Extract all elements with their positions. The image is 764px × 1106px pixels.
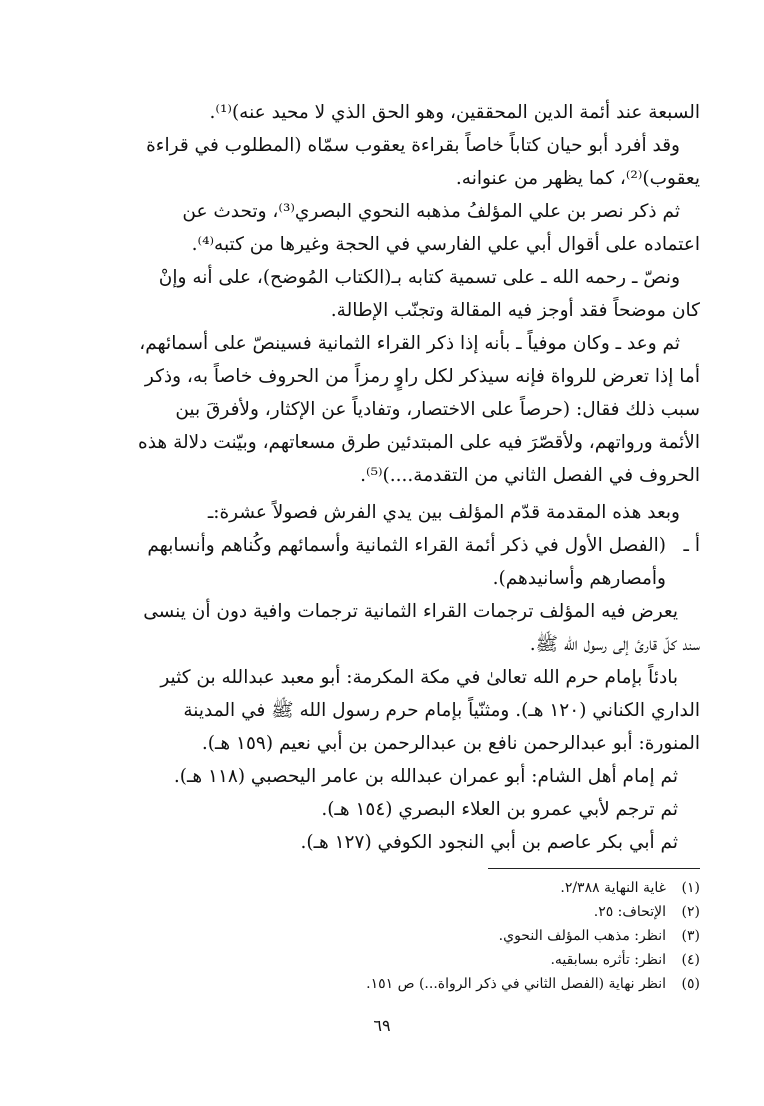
footnote-text: غاية النهاية ٢/٣٨٨. [560, 880, 666, 896]
text-line: السبعة عند أئمة الدين المحققين، وهو الحق الذي لا محيد عنه)⁽¹⁾. [209, 102, 700, 123]
footnote-number: (٢) [681, 904, 700, 920]
text-line: الداري الكناني (١٢٠ هـ). ومثنّياً بإمام حرم رسول الله ﷺ في المدينة [183, 700, 700, 721]
text-line: (الفصل الأول في ذكر أئمة القراء الثمانية وأسمائهم وكُناهم وأنسابهم [147, 535, 666, 556]
text-line: الحروف في الفصل الثاني من التقدمة....)⁽⁵⁾. [360, 465, 700, 486]
page-number: ٦٩ [373, 1016, 391, 1035]
text-line: وأمصارهم وأسانيدهم). [492, 568, 666, 589]
footnote-number: (١) [681, 880, 700, 896]
footnote-divider [488, 868, 700, 869]
text-line: ثم ترجم لأبي عمرو بن العلاء البصري (١٥٤ هـ). [321, 799, 678, 820]
text-line: بادئاً بإمام حرم الله تعالىٰ في مكة المكرمة: أبو معبد عبدالله بن كثير [160, 667, 678, 688]
text-line: كان موضحاً فقد أوجز فيه المقالة وتجنّب الإطالة. [330, 300, 700, 321]
main-text [132, 96, 700, 859]
footnote-number: (٤) [681, 952, 700, 968]
footnote [300, 924, 700, 948]
footnote [300, 876, 700, 900]
footnote [300, 900, 700, 924]
text-line: سند كلّ قارئ إلى رسول الله ﷺ. [529, 634, 700, 655]
list-item [132, 529, 700, 562]
list-marker: أ ـ [683, 535, 700, 556]
text-line: سبب ذلك فقال: (حرصاً على الاختصار، وتفادياً عن الإكثار، ولأفرقَ بين [175, 399, 700, 420]
footnote-text: الإتحاف: ٢٥. [593, 904, 666, 920]
text-line: ثم وعد ـ وكان موفياً ـ بأنه إذا ذكر القراء الثمانية فسينصّ على أسمائهم، [139, 333, 680, 354]
text-line: المنورة: أبو عبدالرحمن نافع بن عبدالرحمن بن أبي نعيم (١٥٩ هـ). [201, 733, 700, 754]
text-line: يعرض فيه المؤلف ترجمات القراء الثمانية ترجمات وافية دون أن ينسى [143, 601, 678, 622]
text-line: ثم أبي بكر عاصم بن أبي النجود الكوفي (١٢٧ هـ). [300, 832, 678, 853]
footnote-text: انظر: تأثره بسابقيه. [550, 952, 666, 968]
footnote [300, 972, 700, 996]
footnote [300, 948, 700, 972]
text-line: اعتماده على أقوال أبي علي الفارسي في الحجة وغيرها من كتبه⁽⁴⁾. [191, 234, 700, 255]
footnote-number: (٣) [681, 928, 700, 944]
text-line: وقد أفرد أبو حيان كتاباً خاصاً بقراءة يعقوب سمّاه (المطلوب في قراءة [146, 135, 680, 156]
text-line: الأئمة ورواتهم، ولأقصّرَ فيه على المبتدئين طرق مسعاتهم، وبيّنت دلالة هذه [138, 432, 700, 453]
footnote-text: انظر نهاية (الفصل الثاني في ذكر الرواة...) ص ١٥١. [366, 976, 666, 992]
text-line: يعقوب)⁽²⁾، كما يظهر من عنوانه. [455, 168, 700, 189]
text-line: ثم ذكر نصر بن علي المؤلفُ مذهبه النحوي البصري⁽³⁾، وتحدث عن [182, 201, 680, 222]
footnote-text: انظر: مذهب المؤلف النحوي. [498, 928, 666, 944]
text-line: ثم إمام أهل الشام: أبو عمران عبدالله بن عامر اليحصبي (١١٨ هـ). [173, 766, 678, 787]
footnotes [300, 876, 700, 996]
text-line: أما إذا تعرض للرواة فإنه سيذكر لكل راوٍ رمزاً من الحروف خاصاً به، وذكر [144, 366, 700, 387]
text-line: وبعد هذه المقدمة قدّم المؤلف بين يدي الفرش فصولاً عشرة:ـ [207, 502, 680, 523]
footnote-number: (٥) [681, 976, 700, 992]
text-line: ونصّ ـ رحمه الله ـ على تسمية كتابه بـ(الكتاب المُوضح)، على أنه وإنْ [158, 267, 680, 288]
